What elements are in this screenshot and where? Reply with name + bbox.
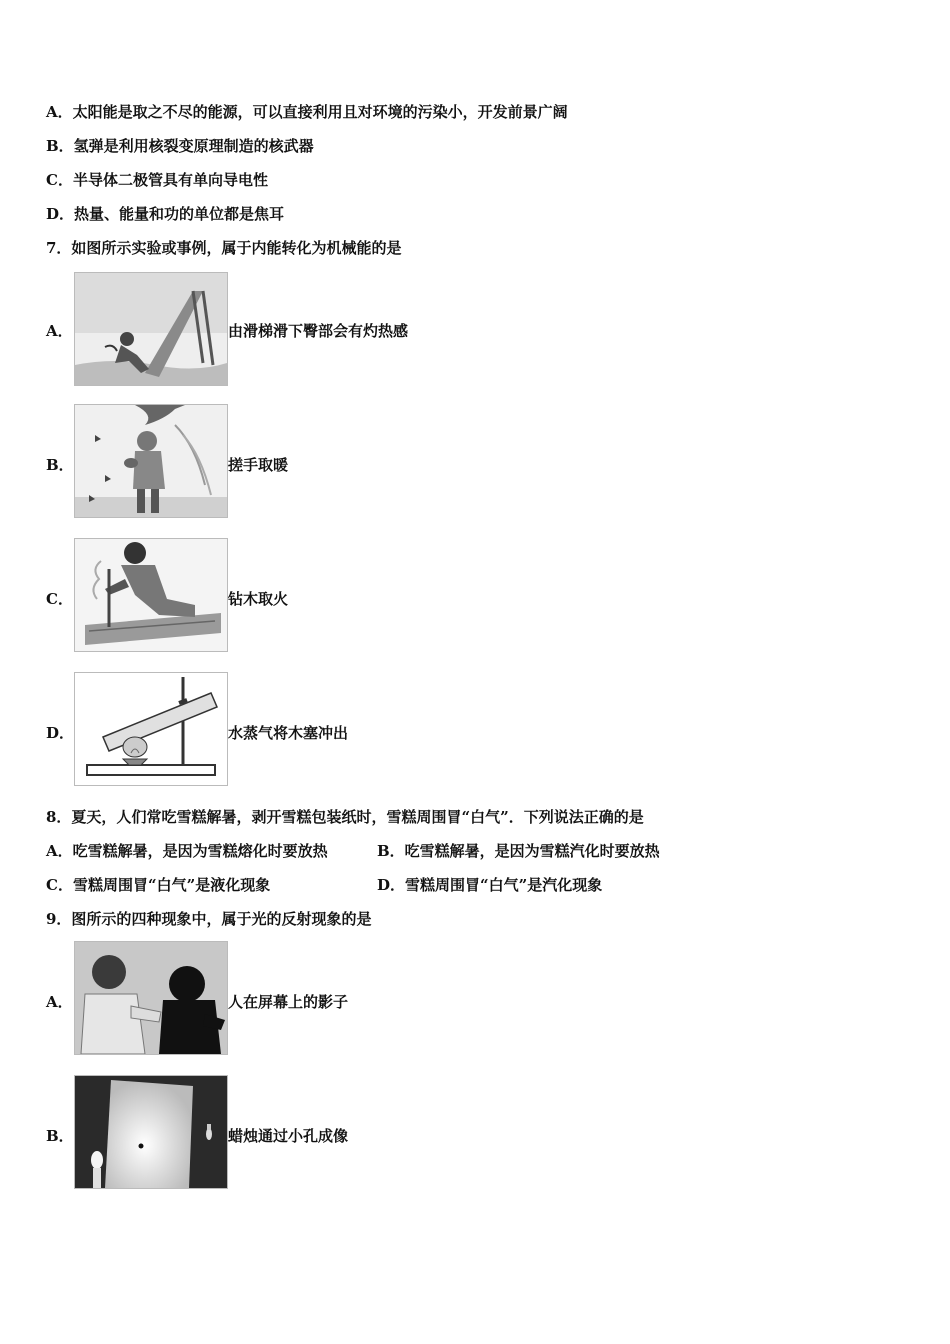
- q7-option-b-caption: 搓手取暖: [228, 456, 289, 474]
- q7-stem: 7．如图所示实验或事例，属于内能转化为机械能的是: [46, 239, 402, 257]
- q6-option-b: B．氢弹是利用核裂变原理制造的核武器: [46, 137, 314, 155]
- q6-option-a: A．太阳能是取之不尽的能源，可以直接利用且对环境的污染小，开发前景广阔: [46, 103, 568, 121]
- q7-option-d-caption: 水蒸气将木塞冲出: [228, 724, 349, 742]
- q8-stem: 8．夏天，人们常吃雪糕解暑，剥开雪糕包装纸时，雪糕周围冒“白气”．下列说法正确的是: [46, 808, 644, 826]
- q7-option-d-letter: D．: [46, 724, 75, 742]
- q7-option-a-caption: 由滑梯滑下臀部会有灼热感: [228, 322, 409, 340]
- q6-option-d: D．热量、能量和功的单位都是焦耳: [46, 205, 285, 223]
- rubbing-hands-illustration: [74, 404, 228, 518]
- pinhole-candle-photo: [74, 1075, 228, 1189]
- q7-option-a-letter: A．: [46, 322, 73, 340]
- drilling-wood-fire-illustration: [74, 538, 228, 652]
- q9-option-b-letter: B．: [46, 1127, 74, 1145]
- q9-option-a-caption: 人在屏幕上的影子: [228, 993, 349, 1011]
- shadow-photo: [74, 941, 228, 1055]
- q9-stem: 9．图所示的四种现象中，属于光的反射现象的是: [46, 910, 372, 928]
- q8-option-d: D．雪糕周围冒“白气”是汽化现象: [377, 876, 603, 894]
- q7-option-c-letter: C．: [46, 590, 73, 608]
- q8-option-a: A．吃雪糕解暑，是因为雪糕熔化时要放热: [46, 842, 328, 860]
- q9-option-a-letter: A．: [46, 993, 73, 1011]
- steam-cork-apparatus-illustration: [74, 672, 228, 786]
- q8-option-b: B．吃雪糕解暑，是因为雪糕汽化时要放热: [377, 842, 660, 860]
- q8-option-c: C．雪糕周围冒“白气”是液化现象: [46, 876, 271, 894]
- q6-option-c: C．半导体二极管具有单向导电性: [46, 171, 268, 189]
- q7-option-c-caption: 钻木取火: [228, 590, 289, 608]
- slide-illustration: [74, 272, 228, 386]
- q9-option-b-caption: 蜡烛通过小孔成像: [228, 1127, 349, 1145]
- q7-option-b-letter: B．: [46, 456, 74, 474]
